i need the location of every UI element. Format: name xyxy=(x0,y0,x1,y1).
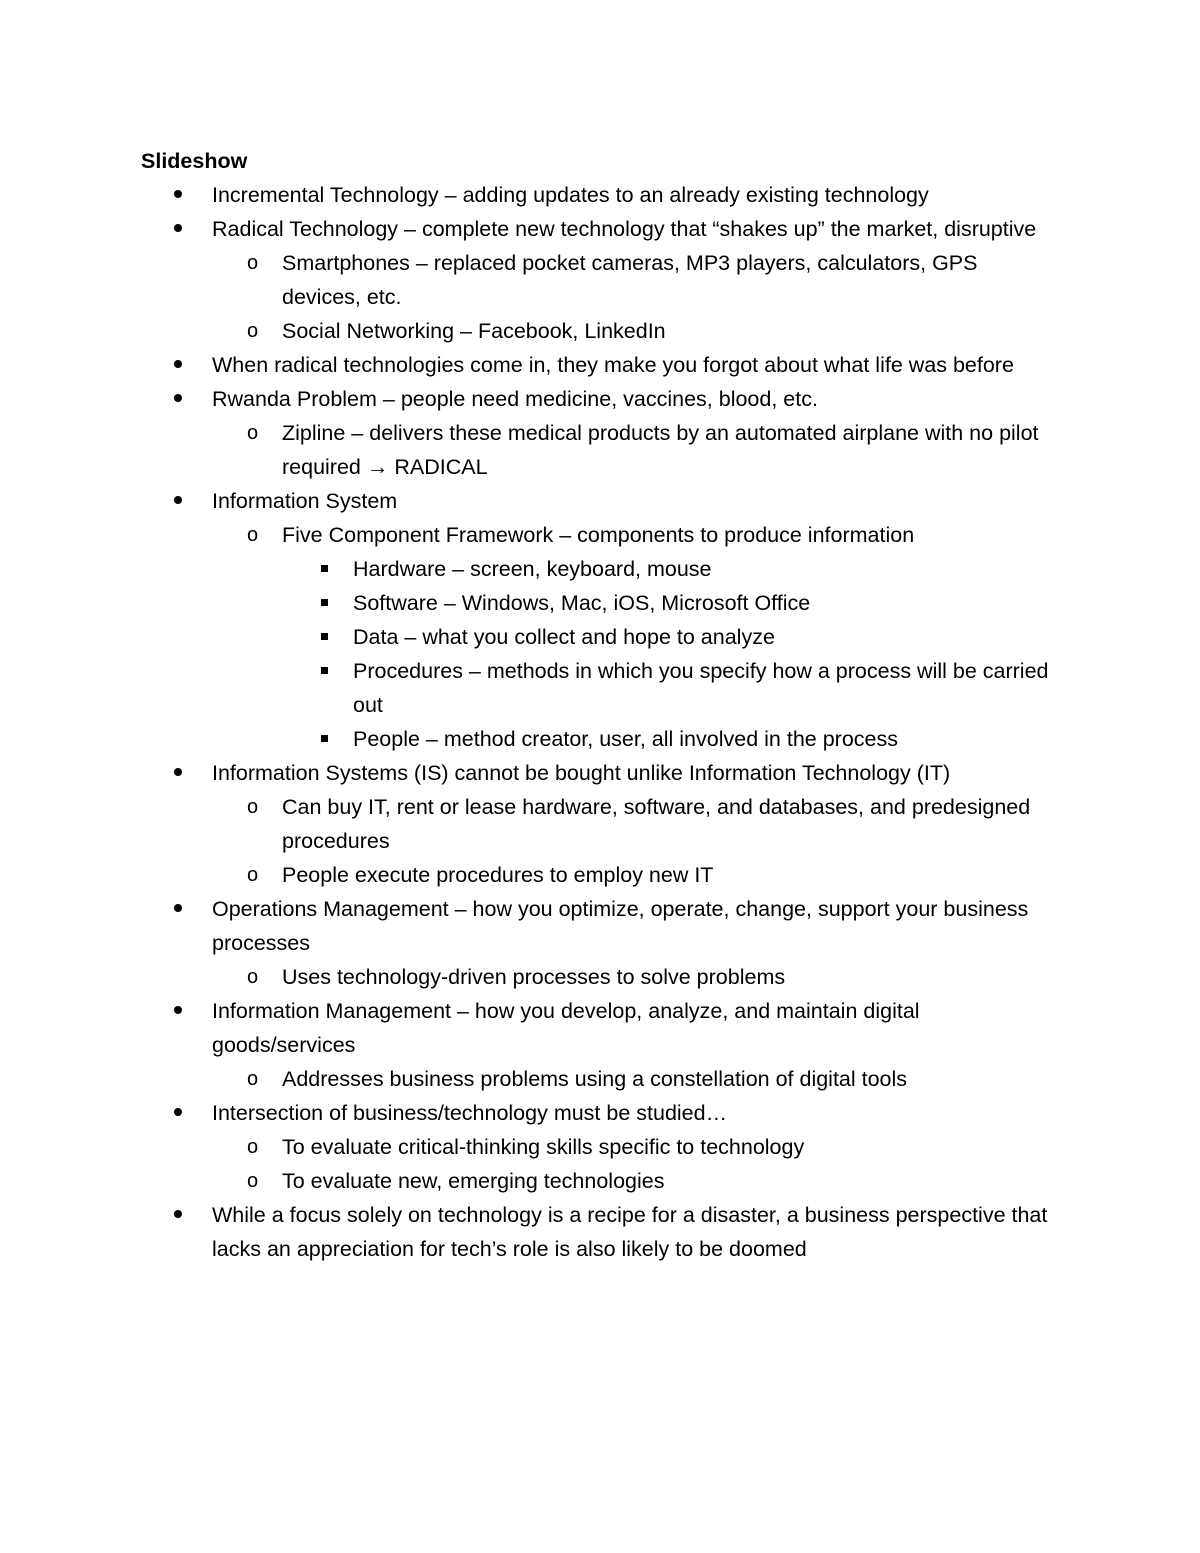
bullet-disc-icon xyxy=(174,348,182,382)
list-item-text: Five Component Framework – components to produce information xyxy=(282,523,915,547)
list-item-text: Zipline – delivers these medical products by an automated airplane with no pilot required → RADICAL xyxy=(282,421,1039,479)
list-item-text: People – method creator, user, all involved in the process xyxy=(353,727,898,751)
list-item xyxy=(141,246,1060,314)
bullet-disc-icon xyxy=(174,382,182,416)
bullet-square-icon xyxy=(321,722,328,756)
document-title: Slideshow xyxy=(141,149,248,173)
list-item-text: Smartphones – replaced pocket cameras, MP3 players, calculators, GPS devices, etc. xyxy=(282,251,978,309)
list-item xyxy=(141,586,1060,620)
list-item xyxy=(141,858,1060,892)
list-item xyxy=(141,722,1060,756)
bullet-disc-icon xyxy=(174,756,182,790)
bullet-circle-icon: o xyxy=(247,1136,259,1158)
list-item-text: Intersection of business/technology must be studied… xyxy=(212,1101,728,1125)
bullet-circle-icon: o xyxy=(247,524,259,546)
list-item xyxy=(141,1062,1060,1096)
bullet-circle-icon: o xyxy=(247,1068,259,1090)
bullet-disc-icon xyxy=(174,1198,182,1232)
bullet-circle-icon: o xyxy=(247,1170,259,1192)
list-item xyxy=(141,518,1060,552)
list-item xyxy=(141,484,1060,518)
list-item xyxy=(141,1164,1060,1198)
bullet-circle-icon: o xyxy=(247,796,259,818)
list-item-text: Software – Windows, Mac, iOS, Microsoft Office xyxy=(353,591,811,615)
list-item-text: Information Systems (IS) cannot be bought unlike Information Technology (IT) xyxy=(212,761,951,785)
bullet-square-icon xyxy=(321,654,328,688)
list-item-text: To evaluate critical-thinking skills specific to technology xyxy=(282,1135,805,1159)
list-item-text: Can buy IT, rent or lease hardware, software, and databases, and predesigned procedures xyxy=(282,795,1031,853)
bullet-disc-icon xyxy=(174,892,182,926)
list-item xyxy=(141,790,1060,858)
bullet-circle-icon: o xyxy=(247,966,259,988)
list-item xyxy=(141,1198,1060,1266)
list-item xyxy=(141,552,1060,586)
list-item-text: While a focus solely on technology is a recipe for a disaster, a business perspective that lacks an appreciation for tech’s role is also likely to be doomed xyxy=(212,1203,1048,1261)
list-item-text: Social Networking – Facebook, LinkedIn xyxy=(282,319,666,343)
bullet-circle-icon: o xyxy=(247,320,259,342)
list-item-text: Addresses business problems using a constellation of digital tools xyxy=(282,1067,908,1091)
list-item-text: Information Management – how you develop, analyze, and maintain digital goods/services xyxy=(212,999,920,1057)
list-item xyxy=(141,382,1060,416)
bullet-circle-icon: o xyxy=(247,422,259,444)
list-item xyxy=(141,348,1060,382)
bullet-disc-icon xyxy=(174,1096,182,1130)
bullet-disc-icon xyxy=(174,178,182,212)
list-item xyxy=(141,212,1060,246)
list-item-text: Hardware – screen, keyboard, mouse xyxy=(353,557,712,581)
list-item xyxy=(141,892,1060,960)
bullet-circle-icon: o xyxy=(247,864,259,886)
list-item xyxy=(141,960,1060,994)
list-item xyxy=(141,314,1060,348)
bullet-disc-icon xyxy=(174,994,182,1028)
list-item-text: Incremental Technology – adding updates to an already existing technology xyxy=(212,183,929,207)
list-item-text: Rwanda Problem – people need medicine, vaccines, blood, etc. xyxy=(212,387,818,411)
bullet-disc-icon xyxy=(174,484,182,518)
bullet-square-icon xyxy=(321,552,328,586)
list-item-text: Uses technology-driven processes to solve problems xyxy=(282,965,786,989)
list-item-text: When radical technologies come in, they make you forgot about what life was before xyxy=(212,353,1014,377)
list-item-text: Data – what you collect and hope to analyze xyxy=(353,625,775,649)
list-item xyxy=(141,620,1060,654)
list-item-text: Radical Technology – complete new technology that “shakes up” the market, disruptive xyxy=(212,217,1037,241)
list-item xyxy=(141,416,1060,484)
list-item xyxy=(141,654,1060,722)
list-item xyxy=(141,756,1060,790)
list-item-text: Information System xyxy=(212,489,398,513)
list-item-text: People execute procedures to employ new IT xyxy=(282,863,714,887)
list-item-text: To evaluate new, emerging technologies xyxy=(282,1169,665,1193)
bullet-square-icon xyxy=(321,620,328,654)
bullet-circle-icon: o xyxy=(247,252,259,274)
outline-list xyxy=(141,178,1060,1266)
bullet-square-icon xyxy=(321,586,328,620)
bullet-disc-icon xyxy=(174,212,182,246)
list-item xyxy=(141,1096,1060,1130)
list-item-text: Operations Management – how you optimize, operate, change, support your business processes xyxy=(212,897,1029,955)
list-item xyxy=(141,994,1060,1062)
list-item xyxy=(141,178,1060,212)
list-item xyxy=(141,1130,1060,1164)
list-item-text: Procedures – methods in which you specify how a process will be carried out xyxy=(353,659,1049,717)
